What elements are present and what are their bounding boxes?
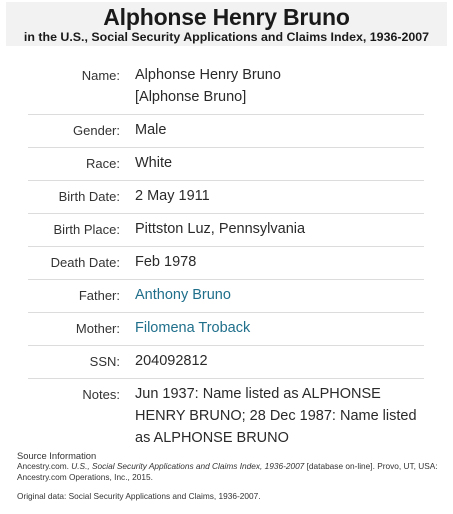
- row-mother: [28, 313, 424, 346]
- birth-place-value: Pittston Luz, Pennsylvania: [135, 221, 306, 237]
- record-details: [28, 60, 424, 455]
- notes-value: Jun 1937: Name listed as ALPHONSE HENRY BRUNO; 28 Dec 1987: Name listed as ALPHONSE BRUNO: [135, 386, 417, 446]
- citation-title: U.S., Social Security Applications and Claims Index, 1936-2007: [71, 461, 305, 471]
- row-death-date: [28, 247, 424, 280]
- source-citation: [17, 461, 447, 483]
- row-father: [28, 280, 424, 313]
- notes-label: Notes:: [82, 387, 120, 402]
- mother-label: Mother:: [75, 321, 120, 336]
- name-label: Name:: [81, 68, 120, 83]
- record-header: [6, 2, 447, 46]
- collection-subtitle: in the U.S., Social Security Applications and Claims Index, 1936-2007: [23, 30, 430, 44]
- row-birth-place: [28, 214, 424, 247]
- page-title: Alphonse Henry Bruno: [103, 4, 350, 30]
- birth-date-value: 2 May 1911: [135, 188, 210, 204]
- ssn-label: SSN:: [89, 354, 120, 369]
- row-gender: [28, 115, 424, 148]
- row-name: [28, 60, 424, 115]
- row-ssn: [28, 346, 424, 379]
- death-date-label: Death Date:: [50, 255, 120, 270]
- source-heading: Source Information: [17, 450, 97, 461]
- original-data: Original data: Social Security Applications and Claims, 1936-2007.: [17, 491, 261, 501]
- source-information: [17, 450, 447, 502]
- row-birth-date: [28, 181, 424, 214]
- birth-date-label: Birth Date:: [58, 189, 120, 204]
- name-alias: [Alphonse Bruno]: [135, 89, 247, 105]
- father-link[interactable]: Anthony Bruno: [135, 287, 231, 303]
- gender-value: Male: [135, 122, 167, 138]
- row-notes: [28, 379, 424, 455]
- row-race: [28, 148, 424, 181]
- birth-place-label: Birth Place:: [53, 222, 120, 237]
- citation-suffix: [database on-line]. Provo, UT, USA: Ancestry.com Operations, Inc., 2015.: [17, 461, 438, 482]
- citation-prefix: Ancestry.com.: [17, 461, 72, 471]
- gender-label: Gender:: [73, 123, 120, 138]
- death-date-value: Feb 1978: [135, 254, 197, 270]
- mother-link[interactable]: Filomena Troback: [135, 320, 251, 336]
- race-label: Race:: [86, 156, 120, 171]
- ssn-value: 204092812: [135, 353, 208, 369]
- father-label: Father:: [78, 288, 120, 303]
- name-value: Alphonse Henry Bruno: [135, 67, 281, 83]
- race-value: White: [135, 155, 173, 171]
- name-value-block: [135, 64, 420, 108]
